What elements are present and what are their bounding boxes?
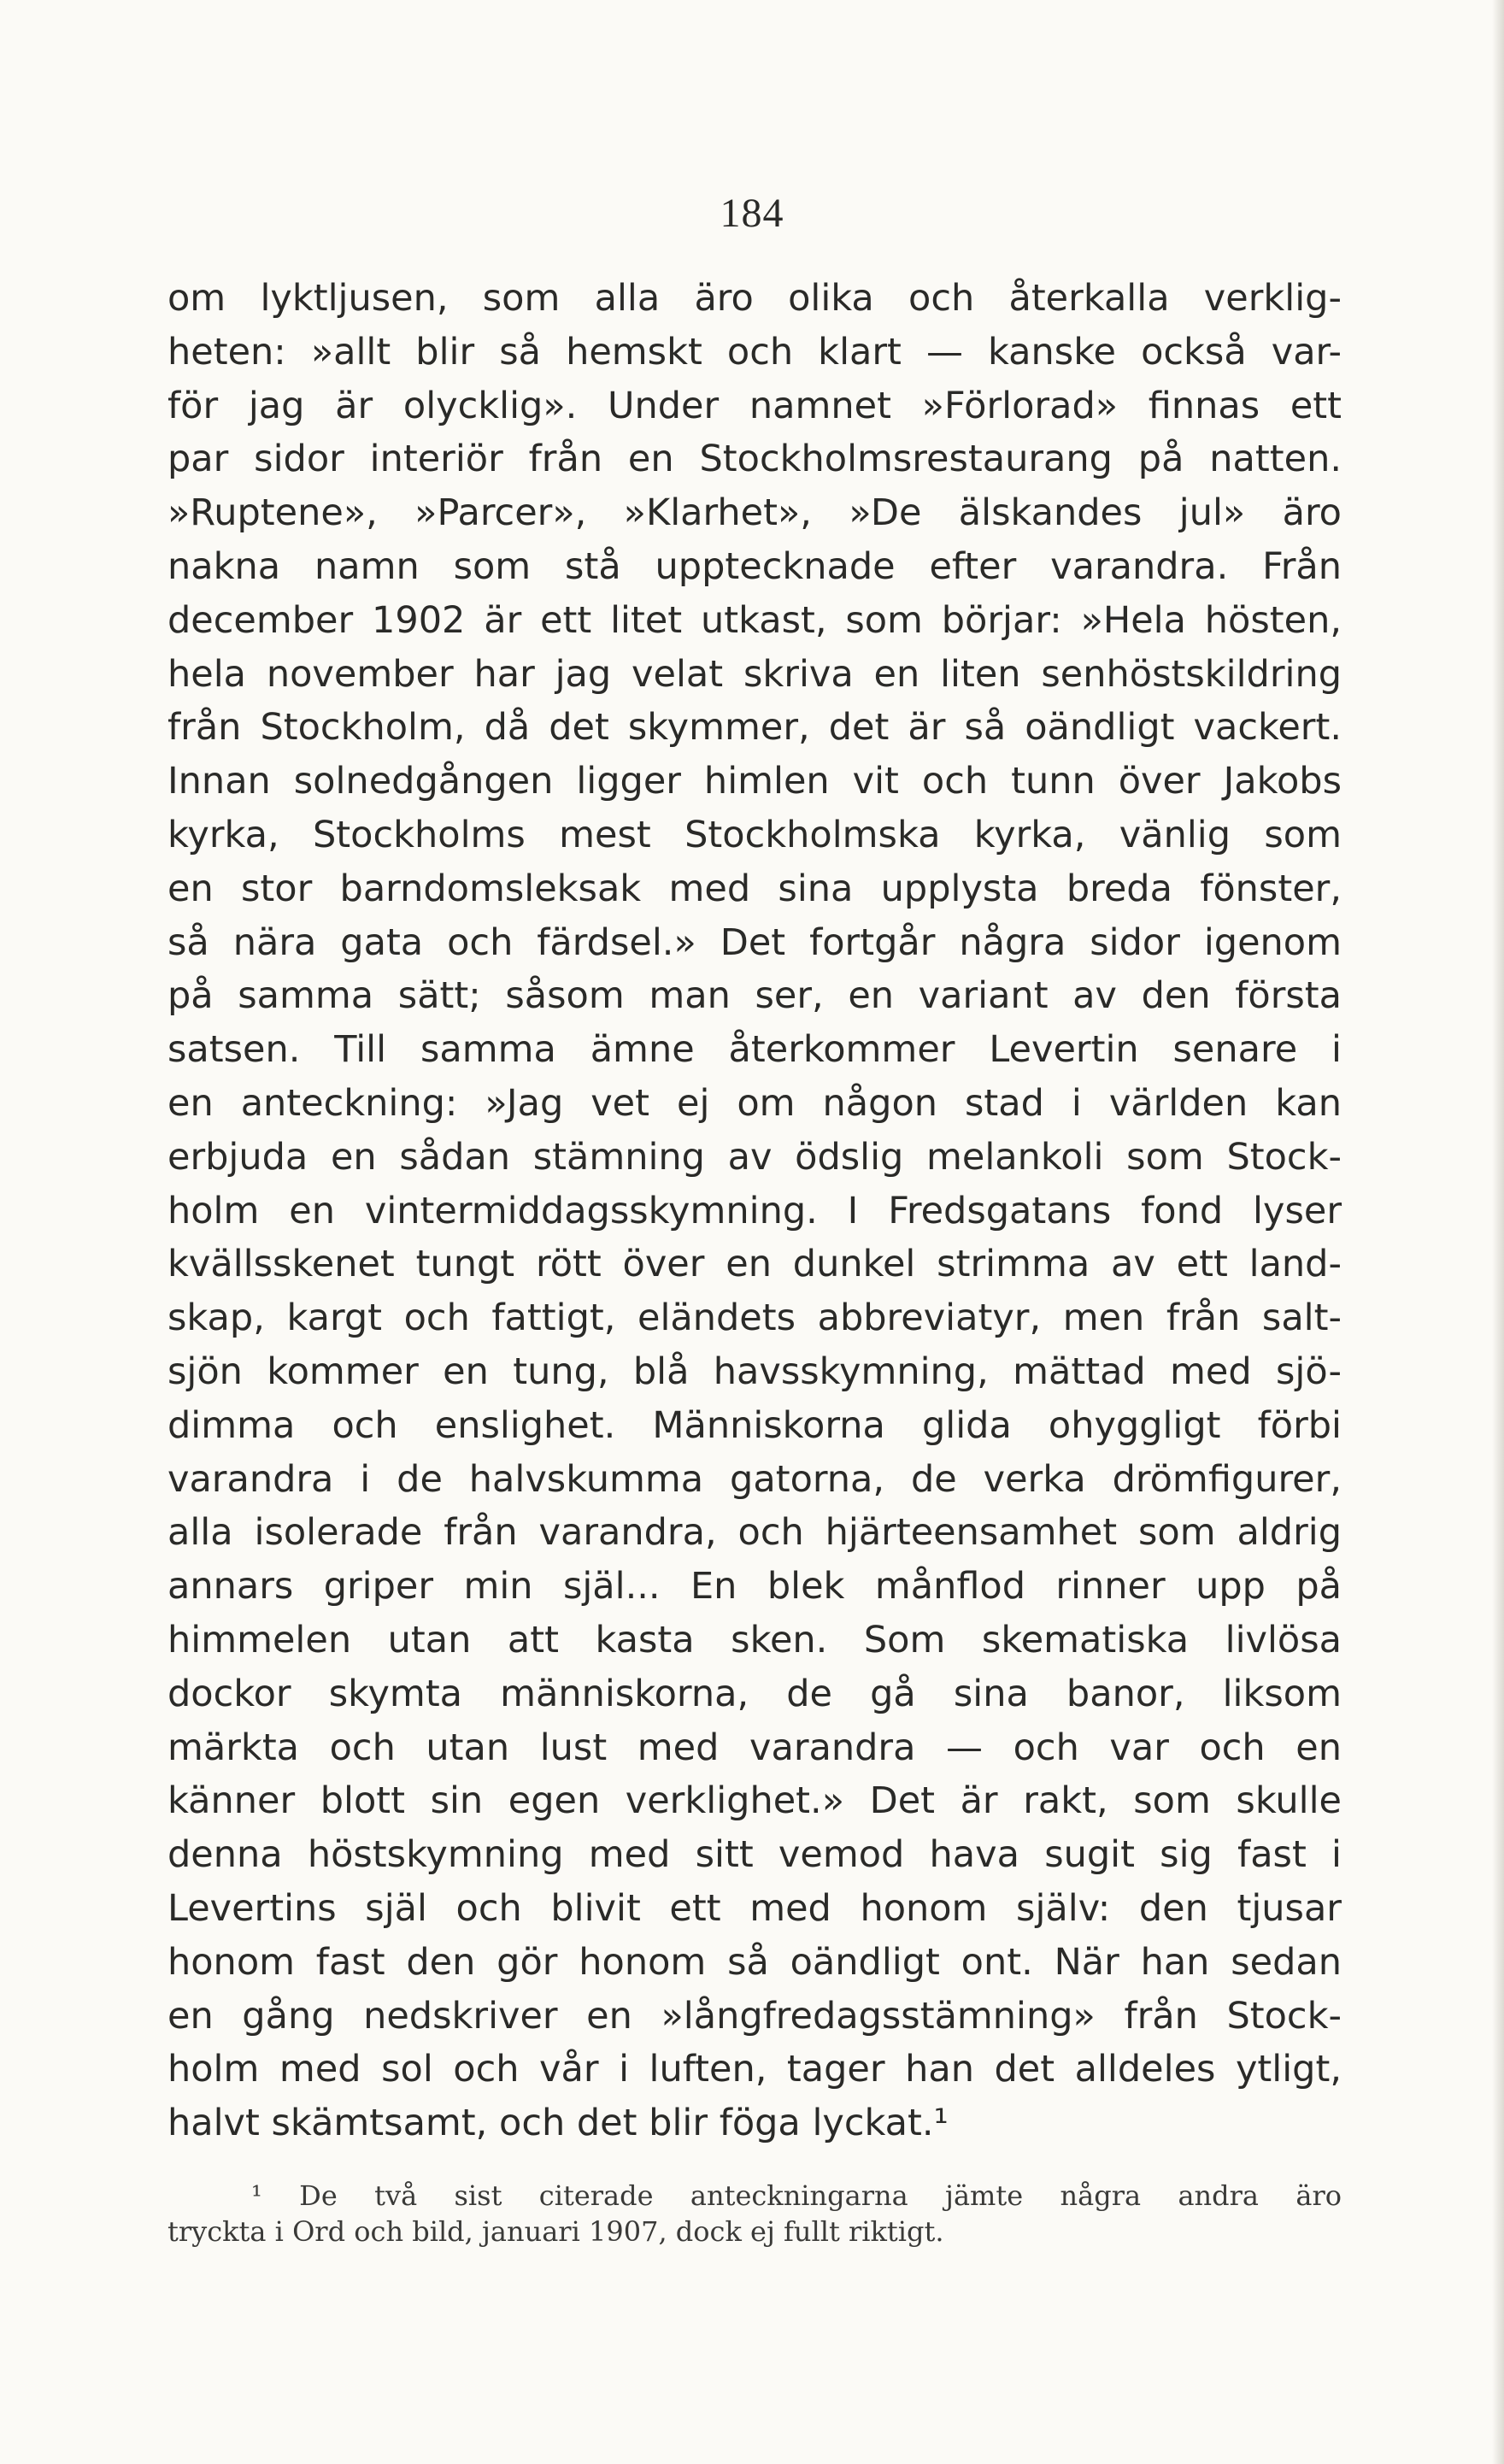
footnote-line: tryckta i Ord och bild, januari 1907, dock ej fullt riktigt. (167, 2215, 944, 2248)
body-line: denna höstskymning med sitt vemod hava sugit sig fast i (167, 1833, 1342, 1877)
body-line: skap, kargt och fattigt, eländets abbreviatyr, men från salt- (167, 1297, 1342, 1340)
footnote (167, 2178, 1342, 2249)
body-line: för jag är olycklig». Under namnet »Förlorad» finnas ett (167, 384, 1342, 427)
body-line: dockor skymta människorna, de gå sina banor, liksom (167, 1672, 1342, 1715)
body-line: himmelen utan att kasta sken. Som skematiska livlösa (167, 1618, 1342, 1661)
body-line: känner blott sin egen verklighet.» Det är rakt, som skulle (167, 1779, 1342, 1823)
body-line: Innan solnedgången ligger himlen vit och tunn över Jakobs (167, 760, 1342, 803)
body-line: nakna namn som stå upptecknade efter varandra. Från (167, 544, 1342, 588)
body-line: kvällsskenet tungt rött över en dunkel strimma av ett land- (167, 1243, 1342, 1286)
body-line: på samma sätt; såsom man ser, en variant av den första (167, 974, 1342, 1018)
body-line: dimma och enslighet. Människorna glida ohyggligt förbi (167, 1403, 1342, 1447)
body-line: märkta och utan lust med varandra — och var och en (167, 1726, 1342, 1769)
body-line: hela november har jag velat skriva en liten senhöstskildring (167, 652, 1342, 696)
body-line: honom fast den gör honom så oändligt ont. När han sedan (167, 1940, 1342, 1984)
body-line: halvt skämtsamt, och det blir föga lyckat.¹ (167, 2102, 949, 2145)
page-number: 184 (720, 191, 784, 236)
body-line: en anteckning: »Jag vet ej om någon stad i världen kan (167, 1081, 1342, 1125)
body-line: holm med sol och vår i luften, tager han det alldeles ytligt, (167, 2048, 1342, 2091)
body-line: kyrka, Stockholms mest Stockholmska kyrka, vänlig som (167, 813, 1342, 856)
body-line: december 1902 är ett litet utkast, som börjar: »Hela hösten, (167, 598, 1342, 642)
body-line: satsen. Till samma ämne återkommer Levertin senare i (167, 1028, 1342, 1072)
body-line: erbjuda en sådan stämning av ödslig melankoli som Stock- (167, 1135, 1342, 1179)
body-line: från Stockholm, då det skymmer, det är så oändligt vackert. (167, 706, 1342, 750)
body-line: »Ruptene», »Parcer», »Klarhet», »De älskandes jul» äro (167, 491, 1342, 535)
page-edge-shadow (1492, 0, 1504, 2464)
body-line: sjön kommer en tung, blå havsskymning, mättad med sjö- (167, 1350, 1342, 1393)
body-line: en gång nedskriver en »långfredagsstämning» från Stock- (167, 1994, 1342, 2038)
body-line: holm en vintermiddagsskymning. I Fredsgatans fond lyser (167, 1189, 1342, 1232)
body-line: om lyktljusen, som alla äro olika och återkalla verklig- (167, 277, 1342, 320)
body-line: alla isolerade från varandra, och hjärteensamhet som aldrig (167, 1511, 1342, 1555)
body-line: varandra i de halvskumma gatorna, de verka drömfigurer, (167, 1457, 1342, 1501)
body-line: Levertins själ och blivit ett med honom själv: den tjusar (167, 1886, 1342, 1930)
body-line: par sidor interiör från en Stockholmsrestaurang på natten. (167, 438, 1342, 481)
body-text (167, 272, 1342, 2150)
body-line: en stor barndomsleksak med sina upplysta breda fönster, (167, 867, 1342, 910)
footnote-line: ¹ De två sist citerade anteckningarna jämte några andra äro (251, 2179, 1342, 2212)
body-line: heten: »allt blir så hemskt och klart — kanske också var- (167, 330, 1342, 373)
body-line: så nära gata och färdsel.» Det fortgår några sidor igenom (167, 920, 1342, 964)
body-line: annars griper min själ... En blek månflod rinner upp på (167, 1565, 1342, 1608)
